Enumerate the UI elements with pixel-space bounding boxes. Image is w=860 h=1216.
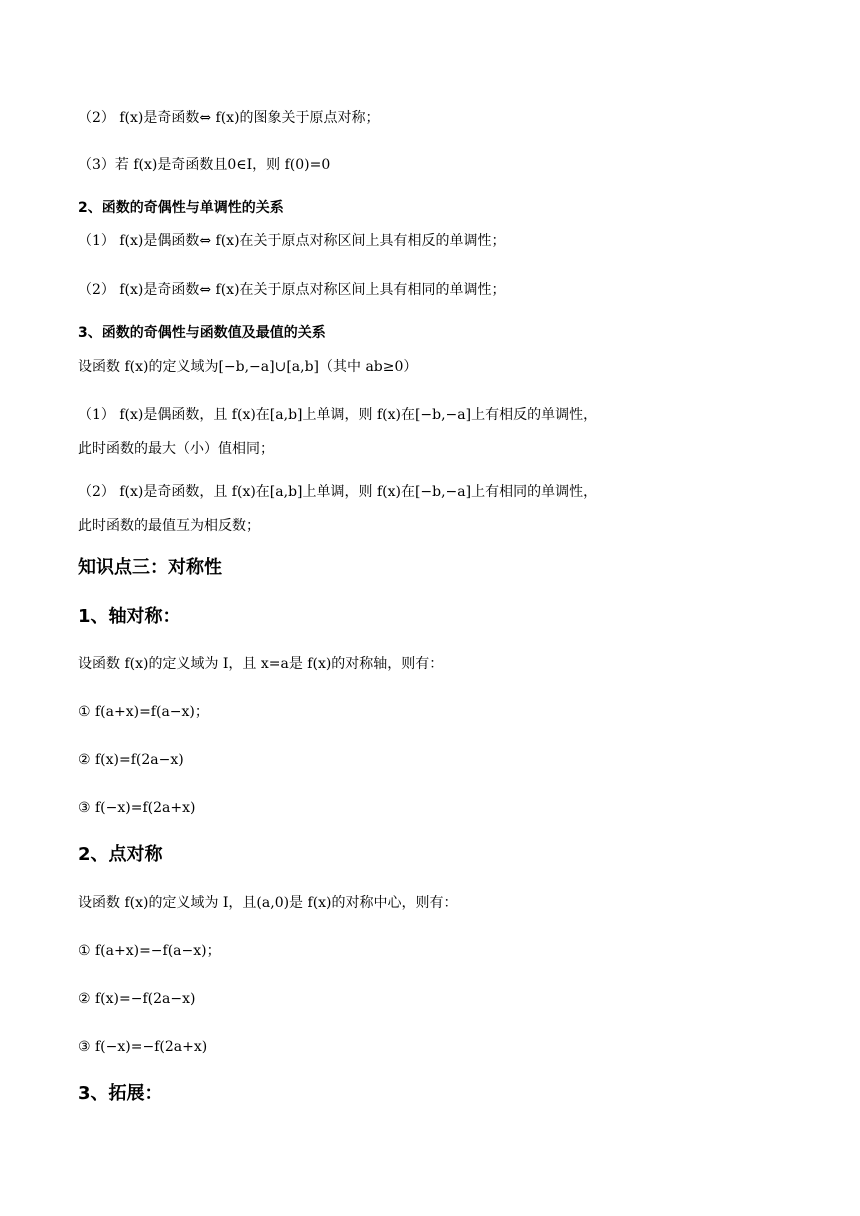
property-odd-zero: （3）若 f(x)是奇函数且0∈I，则 f(0)=0 [78,157,331,173]
knowledge-point-heading: 知识点三：对称性 [78,557,222,578]
point-symmetry-heading: 2、点对称 [78,844,163,865]
axis-formula-1: ① f(a+x)=f(a−x)； [78,704,209,720]
point-formula-2: ② f(x)=−f(2a−x) [78,991,196,1007]
point-formula-1: ① f(a+x)=−f(a−x)； [78,943,221,959]
property-odd-symmetric-origin: （2） f(x)是奇函数⇔ f(x)的图象关于原点对称； [78,110,380,126]
axis-symmetry-intro: 设函数 f(x)的定义域为 I，且 x=a是 f(x)的对称轴，则有： [78,656,444,672]
extension-heading: 3、拓展： [78,1083,163,1104]
axis-symmetry-heading: 1、轴对称： [78,606,181,627]
section-heading-parity-extrema: 3、函数的奇偶性与函数值及最值的关系 [78,325,326,341]
even-extrema-line2: 此时函数的最大（小）值相同； [78,441,274,457]
odd-extrema-line2: 此时函数的最值互为相反数； [78,518,260,534]
point-formula-3: ③ f(−x)=−f(2a+x) [78,1039,208,1055]
property-odd-monotonicity: （2） f(x)是奇函数⇔ f(x)在关于原点对称区间上具有相同的单调性； [78,282,506,298]
odd-extrema-line1: （2） f(x)是奇函数，且 f(x)在[a,b]上单调，则 f(x)在[−b,−a]上有相同的单调性， [78,484,598,500]
section-heading-parity-monotonicity: 2、函数的奇偶性与单调性的关系 [78,200,284,216]
axis-formula-3: ③ f(−x)=f(2a+x) [78,800,196,816]
domain-definition: 设函数 f(x)的定义域为[−b,−a]∪[a,b]（其中 ab≥0） [78,359,418,375]
point-symmetry-intro: 设函数 f(x)的定义域为 I，且(a,0)是 f(x)的对称中心，则有： [78,895,458,911]
property-even-monotonicity: （1） f(x)是偶函数⇔ f(x)在关于原点对称区间上具有相反的单调性； [78,233,506,249]
even-extrema-line1: （1） f(x)是偶函数，且 f(x)在[a,b]上单调，则 f(x)在[−b,−a]上有相反的单调性， [78,407,598,423]
axis-formula-2: ② f(x)=f(2a−x) [78,752,184,768]
